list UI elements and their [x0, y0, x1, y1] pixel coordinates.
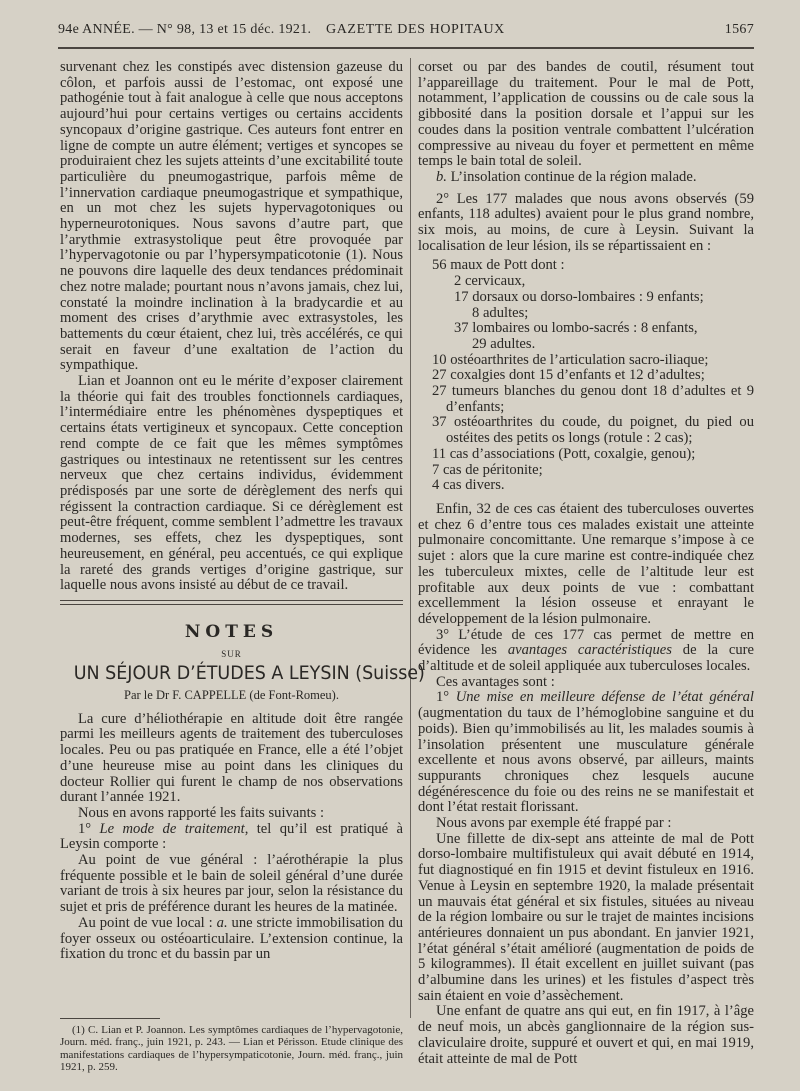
paragraph: Au point de vue général : l’aérothérapie la plus fréquente possible et le bain de soleil général d’une durée variant de trois à six heures par jour, selon la résistance du sujet et pris de préférence durant les heures de la matinée.: [60, 852, 403, 916]
text: de la cure d’altitude et de soleil appliquée aux tuberculoses locales.: [418, 642, 754, 675]
list-item: 10 ostéoarthrites de l’articulation sacro-iliaque;: [432, 351, 709, 368]
paragraph: [60, 822, 403, 853]
paragraph: [418, 690, 754, 816]
paragraph: Enfin, 32 de ces cas étaient des tuberculoses ouvertes et chez 6 d’entre tous ces malades existait une atteinte pulmonaire concomittante. Une remarque s’impose à ce sujet : alors que la cure marine est contre-indiquée chez les tuberculeux mixtes, celle de l’altitude leur est profitable aux deux points de vue : combattant excellemment la lésion osseuse et enrayant le développement de la lésion pulmonaire.: [418, 500, 754, 627]
num: 1°: [78, 820, 100, 837]
list-item: 37 ostéoarthrites du coude, du poignet, du pied ou ostéites des petits os longs (rotule : 2 cas);: [432, 414, 754, 447]
article-author: Par le Dr F. CAPPELLE (de Font-Romeu).: [124, 688, 339, 703]
footnote-text: (1) C. Lian et P. Joannon. Les symptômes cardiaques de l’hypervagotonie, Journ. méd. franç., juin 1921, p. 243. — Lian et Périsson. Etude clinique des manifestations cardiaques de l’hypersympaticotonie, Journ. méd. franç., juin 1921, p. 259.: [60, 1024, 403, 1073]
paragraph: [418, 170, 754, 186]
text: 3° L’étude de ces 177 cas permet de mettre en évidence les: [418, 626, 754, 659]
paragraph: survenant chez les constipés avec distension gazeuse du côlon, et parfois aussi de l’estomac, ont exposé une pathogénie tout à fait analogue à celle que nous acceptons aujourd’hui pour certains vertiges ou certains accidents syncopaux d’origine gastrique. Ces auteurs font entrer en ligne de compte un autre élément; vertiges et syncopes se produiraient chez les sujets atteints d’une excitabilité toute particulière du pneumogastrique, parfois même de l’innervation cardiaque pneumogastrique et sympathique, en un mot chez les sujets hypervagotoniques ou hyperneurotoniques. Nous savons d’autre part, que l’arythmie extrasystolique peut être provoquée par l’hypervagotonie ou par l’hypersympaticotonie (1). Nous ne pouvons dire laquelle des deux tendances prédominait chez notre malade; pourtant nous n’avons jamais, chez lui, constaté la moindre inclination à la bradycardie et au moment des crises d’arythmie avec extrasystoles, les battements du cœur étaient, chez lui, très accélérés, ce qui serait en faveur d’une exaltation de l’action du sympathique.: [60, 59, 403, 374]
list-item: 56 maux de Pott dont :: [432, 257, 565, 274]
paragraph: La cure d’héliothérapie en altitude doit être rangée parmi les meilleurs agents de traitement des tuberculoses locales. Peu ou pas pratiquée en France, elle a été l’objet d’une heureuse mise au point dans les cliniques du docteur Rollier qui furent le champ de nos observations durant l’année 1921.: [60, 710, 403, 806]
footnote: [60, 1024, 403, 1073]
column-divider: [410, 58, 411, 1018]
article-title: UN SÉJOUR D’ÉTUDES A LEYSIN (Suisse): [73, 662, 425, 685]
text: Au point de vue local :: [78, 914, 217, 931]
list-item: 11 cas d’associations (Pott, coxalgie, genou);: [432, 445, 696, 462]
footnote-rule: [60, 1018, 160, 1019]
paragraph: Lian et Joannon ont eu le mérite d’exposer clairement la théorie qui fait des troubles fonctionnels cardiaques, l’intermédiaire entre les phénomènes dyspeptiques et certains états vertigineux et syncopaux. Cette conception rend compte de ce fait que les mêmes symptômes gastriques ou intestinaux ne retentissent sur les centres nerveux que chez certains individus, évidemment prédisposés par une sorte de dérèglement des nerfs qui régissent la contraction cardiaque. Si ce dérèglement est peut-être fréquent, comme semblent l’admettre les travaux modernes, ses effets, chez les dyspeptiques, sont heureusement, en général, peu accentués, ce qui explique la rareté des grands vertiges d’origine gastrique, sur laquelle nous avons insisté au début de ce travail.: [60, 373, 403, 594]
left-column: [60, 59, 425, 963]
running-header: [58, 22, 754, 44]
text: (augmentation du taux de l’hémoglobine sanguine et du poids). Bien qu’immobilisés au lit, les malades soumis à l’insolation présentent une musculature générale excellente et nous avons observé, par ailleurs, maints suppurants chroniques chez lesquels aucune dégénérescence du foie ou des reins ne se manifestait et dont l’état restait florissant.: [418, 705, 754, 816]
right-column: [418, 60, 754, 1067]
paragraph: Une fillette de dix-sept ans atteinte de mal de Pott dorso-lombaire multifistuleux qui avait débuté en 1914, fut diagnostiqué en fin 1915 et devint fistuleux en 1916. Venue à Leysin en septembre 1920, la malade présentait un mauvais état général et six fistules, situées au niveau de la région lombaire ou sur le trajet de maintes incisions antérieures donnaient un pus abondant. En janvier 1921, l’état général s’était amélioré (augmentation de poids de 5 kilogrammes). Il était excellent en juillet suivant (pas d’albumine dans les urines) et les fistules d’aspect très sain étaient en voie d’assèchement.: [418, 830, 754, 1004]
issue-info: 94e ANNÉE. — N° 98, 13 et 15 déc. 1921.: [58, 22, 312, 37]
italic-text: Une mise en meilleure défense de l’état général: [455, 689, 754, 706]
paragraph: Nous avons par exemple été frappé par :: [436, 815, 672, 832]
list-item: 27 tumeurs blanches du genou dont 18 d’adultes et 9 d’enfants;: [432, 383, 754, 415]
journal-title: GAZETTE DES HOPITAUX: [326, 22, 505, 37]
text: L’insolation continue de la région malade.: [446, 168, 697, 185]
num: 1°: [436, 689, 456, 706]
paragraph: Une enfant de quatre ans qui eut, en fin 1917, à l’âge de neuf mois, un abcès ganglionnaire de la région sus-claviculaire droite, suppuré et ouvert et qui, en mai 1919, était atteinte de mal de Pott: [418, 1003, 754, 1067]
list-item: 17 dorsaux ou dorso-lombaires : 9 enfants;: [454, 288, 704, 305]
italic-text: b.: [436, 168, 447, 185]
list-item: 7 cas de péritonite;: [432, 461, 543, 478]
list-item: 8 adultes;: [472, 304, 529, 321]
list-item: 29 adultes.: [472, 335, 536, 352]
notes-sur: SUR: [221, 648, 242, 659]
text: , tel qu’il est pratiqué à Leysin comporte :: [60, 820, 403, 853]
text: une stricte immobilisation du foyer osseux ou ostéoarticulaire. L’extension continue, la fixation du tronc et du bassin par un: [60, 914, 403, 963]
paragraph: 2° Les 177 malades que nous avons observés (59 enfants, 118 adultes) avaient pour le plus grand nombre, six mois, au moins, de cure à Leysin. Suivant la localisation de leur lésion, ils se répartissaient en :: [418, 190, 754, 254]
page-number: 1567: [724, 22, 754, 37]
list-item: 37 lombaires ou lombo-sacrés : 8 enfants,: [454, 320, 698, 337]
italic-text: a.: [216, 914, 228, 931]
italic-text: Le mode de traitement: [99, 820, 245, 837]
notes-heading: NOTES: [184, 621, 279, 642]
paragraph: corset ou par des bandes de coutil, résument tout l’appareillage du traitement. Pour le mal de Pott, notamment, l’application de coussins ou de cale sous la gibbosité dans la position dorsale et l’appui sur les coudes dans la position ventrale combattent l’ulcération compressive au niveau du foyer et permettent en même temps le bain total de soleil.: [418, 59, 754, 170]
list-item: 2 cervicaux,: [454, 273, 526, 290]
paragraph: Nous en avons rapporté les faits suivants :: [78, 804, 325, 821]
section-rule: [60, 604, 403, 605]
paragraph: Ces avantages sont :: [436, 673, 555, 690]
list-item: 4 cas divers.: [432, 477, 505, 494]
section-rule: [60, 600, 403, 601]
list-item: 27 coxalgies dont 15 d’enfants et 12 d’adultes;: [432, 367, 705, 384]
header-rule: [58, 47, 754, 49]
italic-text: avantages caractéristiques: [507, 642, 672, 659]
paragraph: [418, 628, 754, 675]
paragraph: [60, 916, 403, 963]
